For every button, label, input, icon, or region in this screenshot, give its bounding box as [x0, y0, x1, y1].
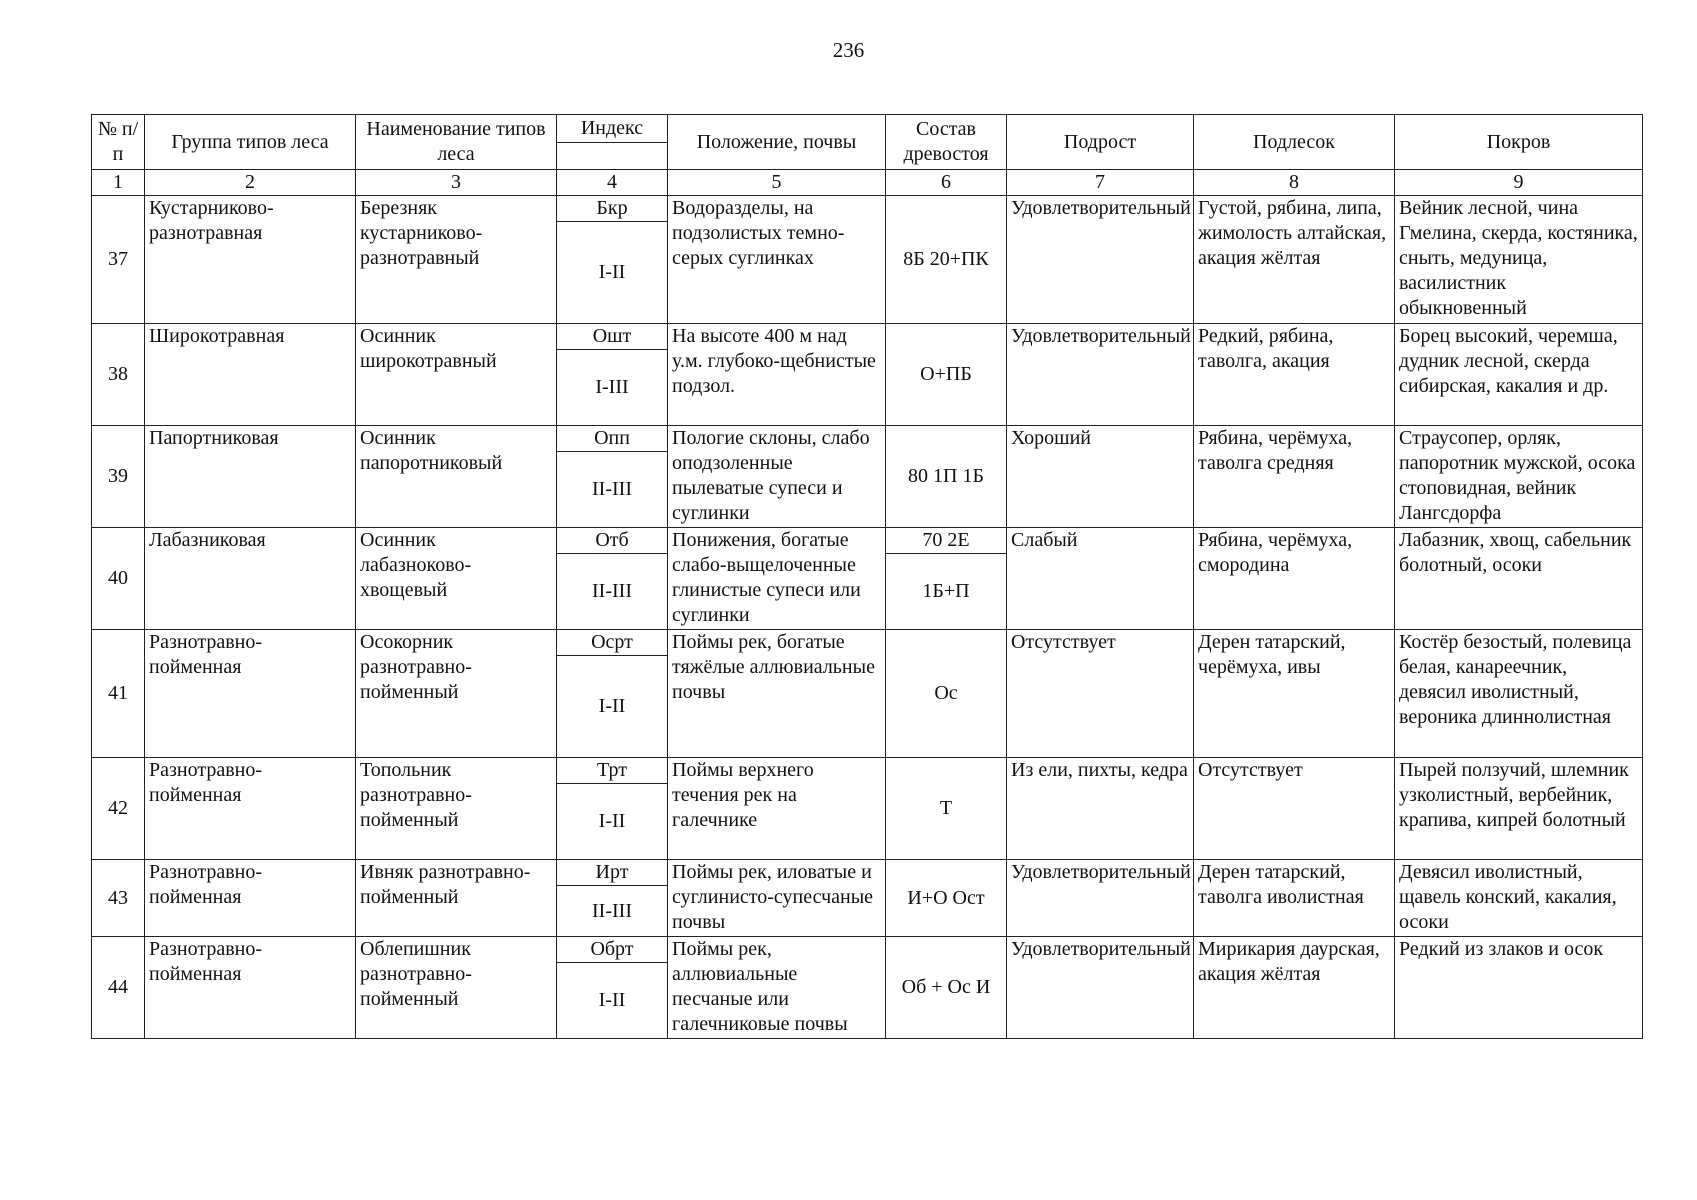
- understory: Мирикария даурская, акация жёлтая: [1194, 937, 1395, 1039]
- header-undergrowth: Подрост: [1007, 115, 1194, 170]
- header-cover: Покров: [1395, 115, 1643, 170]
- understory: Рябина, черёмуха, таволга средняя: [1194, 426, 1395, 528]
- forest-index: Ошт: [557, 324, 668, 350]
- undergrowth: Слабый: [1007, 528, 1194, 630]
- position-soils: Пологие склоны, слабо оподзоленные пылеватые супеси и суглинки: [668, 426, 886, 528]
- stand-composition-bottom: 1Б+П: [886, 554, 1007, 630]
- forest-bonitet: I-II: [557, 222, 668, 324]
- stand-composition-top: 70 2Е: [886, 528, 1007, 554]
- forest-bonitet: I-II: [557, 784, 668, 860]
- table-row: [92, 528, 1643, 554]
- forest-group: Кустарниково-разнотравная: [145, 196, 356, 324]
- row-number: 38: [92, 324, 145, 426]
- undergrowth: Удовлетворительный: [1007, 937, 1194, 1039]
- ground-cover: Редкий из злаков и осок: [1395, 937, 1643, 1039]
- column-number: 5: [668, 170, 886, 196]
- forest-bonitet: II-III: [557, 554, 668, 630]
- column-number: 9: [1395, 170, 1643, 196]
- forest-index: Трт: [557, 758, 668, 784]
- forest-type-name: Облепишник разнотравно-пойменный: [356, 937, 557, 1039]
- forest-index: Осрт: [557, 630, 668, 656]
- header-understory: Подлесок: [1194, 115, 1395, 170]
- position-soils: Поймы рек, иловатые и суглинисто-супесчаные почвы: [668, 860, 886, 937]
- table-row: [92, 324, 1643, 350]
- forest-bonitet: I-III: [557, 350, 668, 426]
- row-number: 44: [92, 937, 145, 1039]
- forest-group: Разнотравно-пойменная: [145, 758, 356, 860]
- column-number: 7: [1007, 170, 1194, 196]
- understory: Густой, рябина, липа, жимолость алтайская, акация жёлтая: [1194, 196, 1395, 324]
- undergrowth: Отсутствует: [1007, 630, 1194, 758]
- column-number-row: [92, 170, 1643, 196]
- forest-type-name: Осинник широкотравный: [356, 324, 557, 426]
- table-row: [92, 196, 1643, 222]
- forest-bonitet: I-II: [557, 656, 668, 758]
- column-number: 6: [886, 170, 1007, 196]
- forest-group: Разнотравно-пойменная: [145, 937, 356, 1039]
- forest-bonitet: II-III: [557, 452, 668, 528]
- header-num: № п/п: [92, 115, 145, 170]
- header-index: Индекс: [557, 115, 668, 143]
- ground-cover: Борец высокий, черемша, дудник лесной, скерда сибирская, какалия и др.: [1395, 324, 1643, 426]
- understory: Редкий, рябина, таволга, акация: [1194, 324, 1395, 426]
- forest-type-name: Осинник лабазноково-хвощевый: [356, 528, 557, 630]
- ground-cover: Пырей ползучий, шлемник узколистный, вербейник, крапива, кипрей болотный: [1395, 758, 1643, 860]
- undergrowth: Хороший: [1007, 426, 1194, 528]
- table-row: [92, 937, 1643, 963]
- understory: Отсутствует: [1194, 758, 1395, 860]
- stand-composition: Об + Ос И: [886, 937, 1007, 1039]
- column-number: 8: [1194, 170, 1395, 196]
- row-number: 40: [92, 528, 145, 630]
- forest-index: Опп: [557, 426, 668, 452]
- table-header-row: [92, 115, 1643, 143]
- position-soils: Поймы рек, аллювиальные песчаные или галечниковые почвы: [668, 937, 886, 1039]
- header-position: Положение, почвы: [668, 115, 886, 170]
- forest-group: Разнотравно-пойменная: [145, 860, 356, 937]
- row-number: 39: [92, 426, 145, 528]
- header-group: Группа типов леса: [145, 115, 356, 170]
- forest-type-name: Ивняк разнотравно-пойменный: [356, 860, 557, 937]
- table-row: [92, 860, 1643, 886]
- column-number: 4: [557, 170, 668, 196]
- table-row: [92, 630, 1643, 656]
- forest-types-table: [91, 114, 1643, 1039]
- forest-index: Отб: [557, 528, 668, 554]
- header-composition: Состав древостоя: [886, 115, 1007, 170]
- header-name: Наименование типов леса: [356, 115, 557, 170]
- stand-composition: 80 1П 1Б: [886, 426, 1007, 528]
- ground-cover: Страусопер, орляк, папоротник мужской, осока стоповидная, вейник Лангсдорфа: [1395, 426, 1643, 528]
- forest-group: Лабазниковая: [145, 528, 356, 630]
- column-number: 3: [356, 170, 557, 196]
- ground-cover: Костёр безостый, полевица белая, канареечник, девясил иволистный, вероника длиннолистная: [1395, 630, 1643, 758]
- undergrowth: Удовлетворительный: [1007, 196, 1194, 324]
- forest-index: Бкр: [557, 196, 668, 222]
- table-row: [92, 758, 1643, 784]
- forest-group: Разнотравно-пойменная: [145, 630, 356, 758]
- undergrowth: Удовлетворительный: [1007, 324, 1194, 426]
- understory: Рябина, черёмуха, смородина: [1194, 528, 1395, 630]
- forest-group: Широкотравная: [145, 324, 356, 426]
- page-number: 236: [832, 38, 865, 62]
- stand-composition: Ос: [886, 630, 1007, 758]
- forest-bonitet: I-II: [557, 963, 668, 1039]
- forest-type-name: Осокорник разнотравно-пойменный: [356, 630, 557, 758]
- column-number: 2: [145, 170, 356, 196]
- forest-type-name: Березняк кустарниково-разнотравный: [356, 196, 557, 324]
- forest-index: Обрт: [557, 937, 668, 963]
- forest-type-name: Осинник папоротниковый: [356, 426, 557, 528]
- stand-composition: Т: [886, 758, 1007, 860]
- ground-cover: Вейник лесной, чина Гмелина, скерда, костяника, сныть, медуница, василистник обыкновенный: [1395, 196, 1643, 324]
- position-soils: Поймы верхнего течения рек на галечнике: [668, 758, 886, 860]
- forest-index: Ирт: [557, 860, 668, 886]
- position-soils: Поймы рек, богатые тяжёлые аллювиальные почвы: [668, 630, 886, 758]
- forest-type-name: Топольник разнотравно-пойменный: [356, 758, 557, 860]
- understory: Дерен татарский, таволга иволистная: [1194, 860, 1395, 937]
- header-bonitet: [557, 142, 668, 170]
- forest-group: Папортниковая: [145, 426, 356, 528]
- understory: Дерен татарский, черёмуха, ивы: [1194, 630, 1395, 758]
- stand-composition: И+О Ост: [886, 860, 1007, 937]
- forest-bonitet: II-III: [557, 886, 668, 937]
- position-soils: Водоразделы, на подзолистых темно-серых суглинках: [668, 196, 886, 324]
- row-number: 37: [92, 196, 145, 324]
- undergrowth: Из ели, пихты, кедра: [1007, 758, 1194, 860]
- undergrowth: Удовлетворительный: [1007, 860, 1194, 937]
- ground-cover: Девясил иволистный, щавель конский, какалия, осоки: [1395, 860, 1643, 937]
- table-row: [92, 426, 1643, 452]
- row-number: 41: [92, 630, 145, 758]
- row-number: 42: [92, 758, 145, 860]
- position-soils: На высоте 400 м над у.м. глубоко-щебнистые подзол.: [668, 324, 886, 426]
- ground-cover: Лабазник, хвощ, сабельник болотный, осоки: [1395, 528, 1643, 630]
- stand-composition: О+ПБ: [886, 324, 1007, 426]
- column-number: 1: [92, 170, 145, 196]
- row-number: 43: [92, 860, 145, 937]
- position-soils: Понижения, богатые слабо-выщелоченные глинистые супеси или суглинки: [668, 528, 886, 630]
- stand-composition: 8Б 20+ПК: [886, 196, 1007, 324]
